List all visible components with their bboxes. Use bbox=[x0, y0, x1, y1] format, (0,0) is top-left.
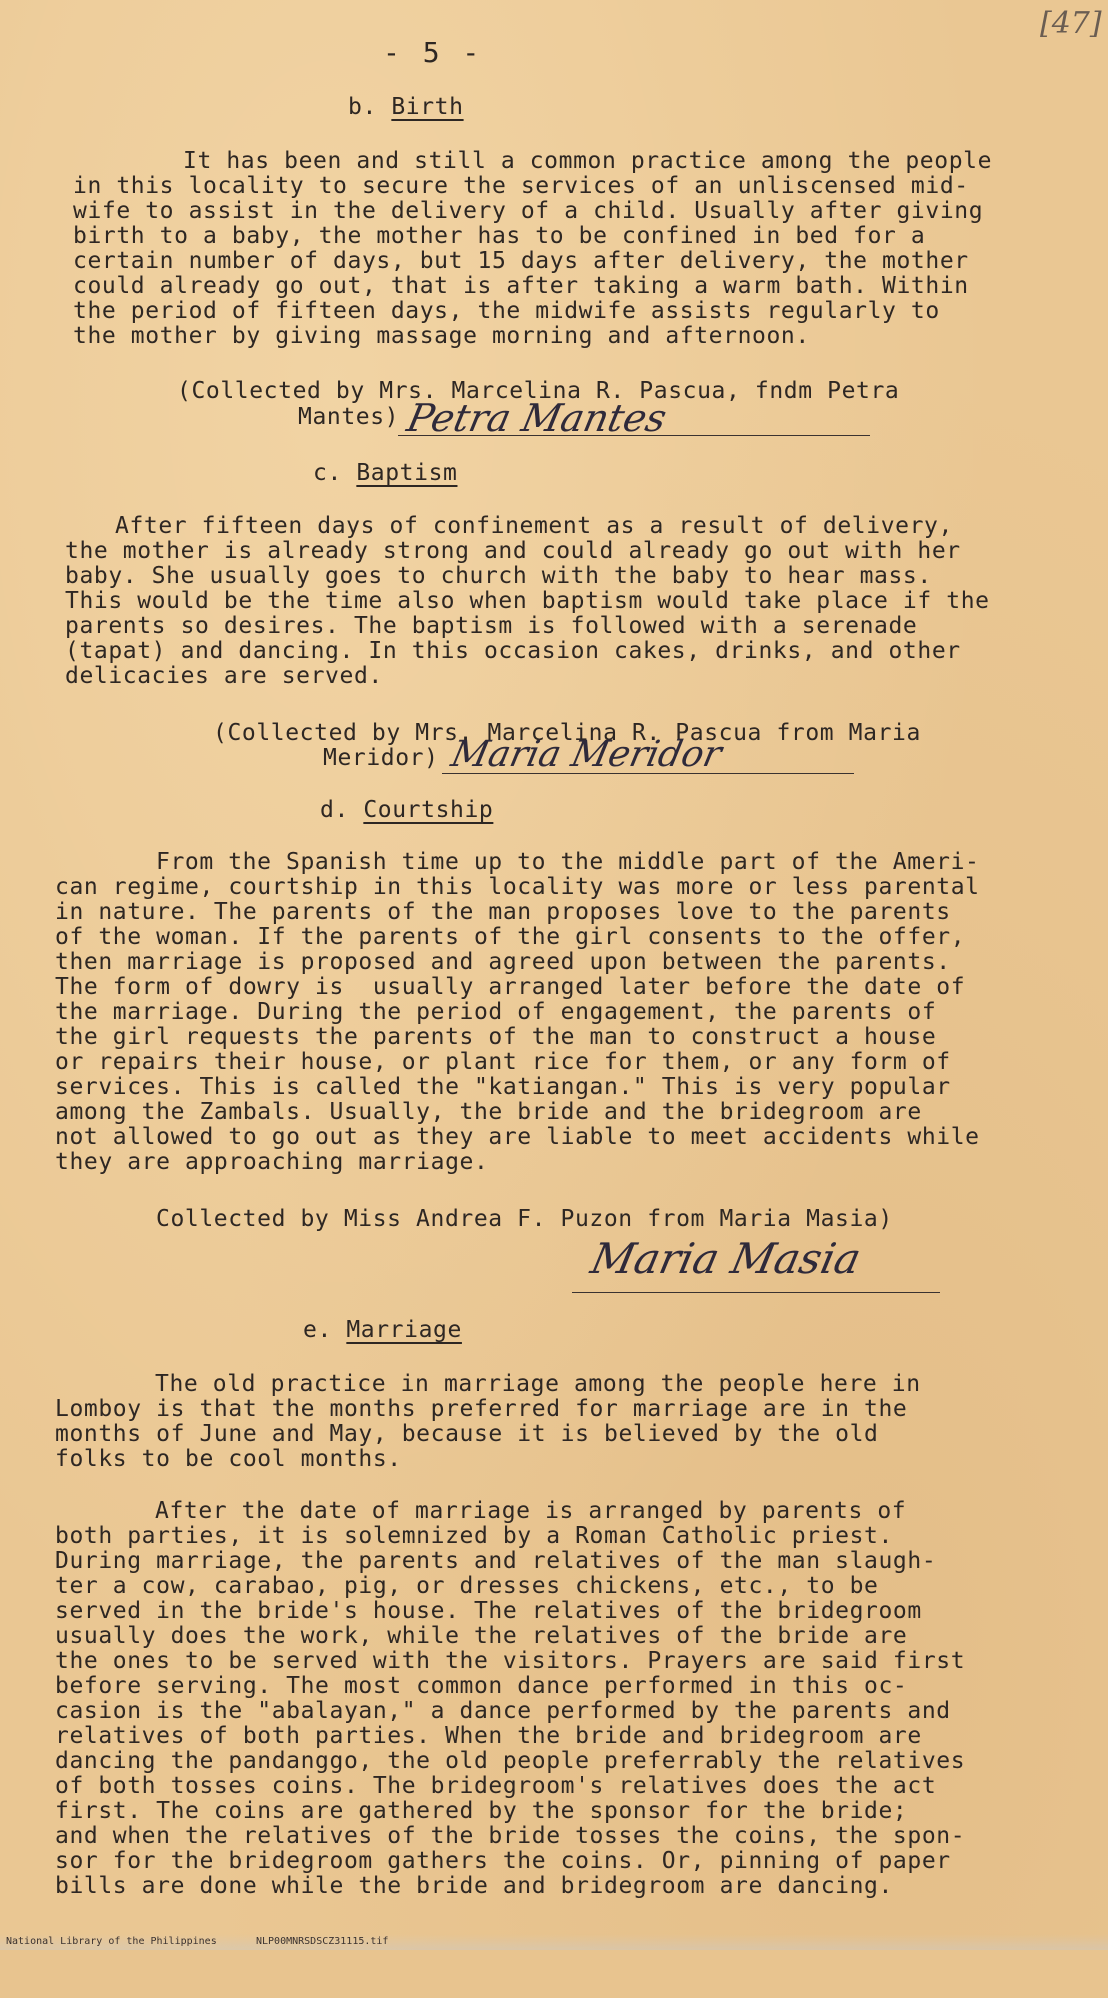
signature-line bbox=[398, 435, 870, 436]
text-line: casion is the "abalayan," a dance performed by the parents and bbox=[55, 1698, 951, 1724]
text-line: of the woman. If the parents of the girl consents to the offer, bbox=[55, 924, 966, 950]
footer-library: National Library of the Philippines bbox=[6, 1936, 217, 1947]
credit-line-baptism: (Collected by Mrs. Marcelina R. Pascua from Maria bbox=[213, 720, 921, 746]
section-heading-courtship: d. Courtship bbox=[320, 797, 494, 823]
text-line: wife to assist in the delivery of a child. Usually after giving bbox=[73, 198, 984, 224]
signature-maria-masia: Maria Masia bbox=[586, 1234, 866, 1283]
text-line: months of June and May, because it is believed by the old bbox=[55, 1421, 879, 1447]
page-number: - 5 - bbox=[383, 36, 483, 69]
text-line: the period of fifteen days, the midwife assists regularly to bbox=[73, 298, 940, 324]
text-line: in nature. The parents of the man proposes love to the parents bbox=[55, 899, 951, 925]
text-line: or repairs their house, or plant rice for them, or any form of bbox=[55, 1049, 951, 1075]
corner-archive-note: [47] bbox=[1040, 6, 1102, 41]
signature-maria-meridor: Maria Meridor bbox=[447, 734, 726, 775]
text-line: served in the bride's house. The relatives of the bridegroom bbox=[55, 1598, 922, 1624]
text-line: not allowed to go out as they are liable to meet accidents while bbox=[55, 1124, 980, 1150]
text-line: bills are done while the bride and bridegroom are dancing. bbox=[55, 1873, 893, 1899]
text-line: in this locality to secure the services of an unliscensed mid- bbox=[73, 173, 969, 199]
text-line: first. The coins are gathered by the sponsor for the bride; bbox=[55, 1798, 908, 1824]
text-line: This would be the time also when baptism would take place if the bbox=[65, 588, 990, 614]
text-line: ter a cow, carabao, pig, or dresses chickens, etc., to be bbox=[55, 1573, 879, 1599]
text-line: the mother is already strong and could already go out with her bbox=[65, 538, 961, 564]
text-line: the girl requests the parents of the man to construct a house bbox=[55, 1024, 937, 1050]
text-line: dancing the pandanggo, the old people preferrably the relatives bbox=[55, 1748, 966, 1774]
credit-line-baptism-2: Meridor) bbox=[323, 745, 439, 771]
text-line: (tapat) and dancing. In this occasion cakes, drinks, and other bbox=[65, 638, 961, 664]
text-line: Lomboy is that the months preferred for marriage are in the bbox=[55, 1396, 908, 1422]
text-line: delicacies are served. bbox=[65, 663, 383, 689]
text-line: then marriage is proposed and agreed upon between the parents. bbox=[55, 949, 951, 975]
text-line: sor for the bridegroom gathers the coins. Or, pinning of paper bbox=[55, 1848, 951, 1874]
section-heading-birth: b. Birth bbox=[348, 94, 464, 120]
text-line: before serving. The most common dance performed in this oc- bbox=[55, 1673, 908, 1699]
text-line: folks to be cool months. bbox=[55, 1446, 402, 1472]
credit-line-birth: (Collected by Mrs. Marcelina R. Pascua, fndm Petra bbox=[177, 378, 900, 404]
text-line: they are approaching marriage. bbox=[55, 1149, 489, 1175]
section-heading-marriage: e. Marriage bbox=[303, 1317, 462, 1343]
text-line: relatives of both parties. When the bride and bridegroom are bbox=[55, 1723, 922, 1749]
text-line: could already go out, that is after taking a warm bath. Within bbox=[73, 273, 969, 299]
text-line: After the date of marriage is arranged by parents of bbox=[155, 1498, 907, 1524]
text-line: baby. She usually goes to church with the baby to hear mass. bbox=[65, 563, 932, 589]
text-line: can regime, courtship in this locality was more or less parental bbox=[55, 874, 980, 900]
text-line: usually does the work, while the relatives of the bride are bbox=[55, 1623, 908, 1649]
text-line: From the Spanish time up to the middle part of the Ameri- bbox=[156, 849, 980, 875]
text-line: both parties, it is solemnized by a Roman Catholic priest. bbox=[55, 1523, 893, 1549]
signature-line bbox=[442, 773, 854, 774]
text-line: The form of dowry is usually arranged later before the date of bbox=[55, 974, 966, 1000]
text-line: the ones to be served with the visitors. Prayers are said first bbox=[55, 1648, 966, 1674]
footer-file-id: NLP00MNRSDSCZ31115.tif bbox=[256, 1936, 389, 1947]
text-line: the mother by giving massage morning and afternoon. bbox=[73, 323, 810, 349]
credit-line-courtship: Collected by Miss Andrea F. Puzon from Maria Masia) bbox=[156, 1206, 893, 1232]
text-line: During marriage, the parents and relatives of the man slaugh- bbox=[55, 1548, 937, 1574]
text-line: After fifteen days of confinement as a result of delivery, bbox=[115, 513, 953, 539]
credit-line-birth-2: Mantes) bbox=[298, 404, 400, 430]
section-heading-baptism: c. Baptism bbox=[313, 460, 458, 486]
text-line: the marriage. During the period of engagement, the parents of bbox=[55, 999, 937, 1025]
text-line: It has been and still a common practice among the people bbox=[183, 148, 993, 174]
signature-petra-mantes: Petra Mantes bbox=[403, 396, 671, 440]
text-line: The old practice in marriage among the people here in bbox=[155, 1371, 921, 1397]
text-line: of both tosses coins. The bridegroom's relatives does the act bbox=[55, 1773, 937, 1799]
text-line: birth to a baby, the mother has to be confined in bed for a bbox=[73, 223, 926, 249]
signature-line bbox=[572, 1292, 940, 1293]
text-line: and when the relatives of the bride tosses the coins, the spon- bbox=[55, 1823, 966, 1849]
archive-footer bbox=[0, 1934, 1108, 1950]
text-line: services. This is called the "katiangan." This is very popular bbox=[55, 1074, 951, 1100]
text-line: parents so desires. The baptism is followed with a serenade bbox=[65, 613, 918, 639]
text-line: certain number of days, but 15 days after delivery, the mother bbox=[73, 248, 969, 274]
text-line: among the Zambals. Usually, the bride and the bridegroom are bbox=[55, 1099, 922, 1125]
